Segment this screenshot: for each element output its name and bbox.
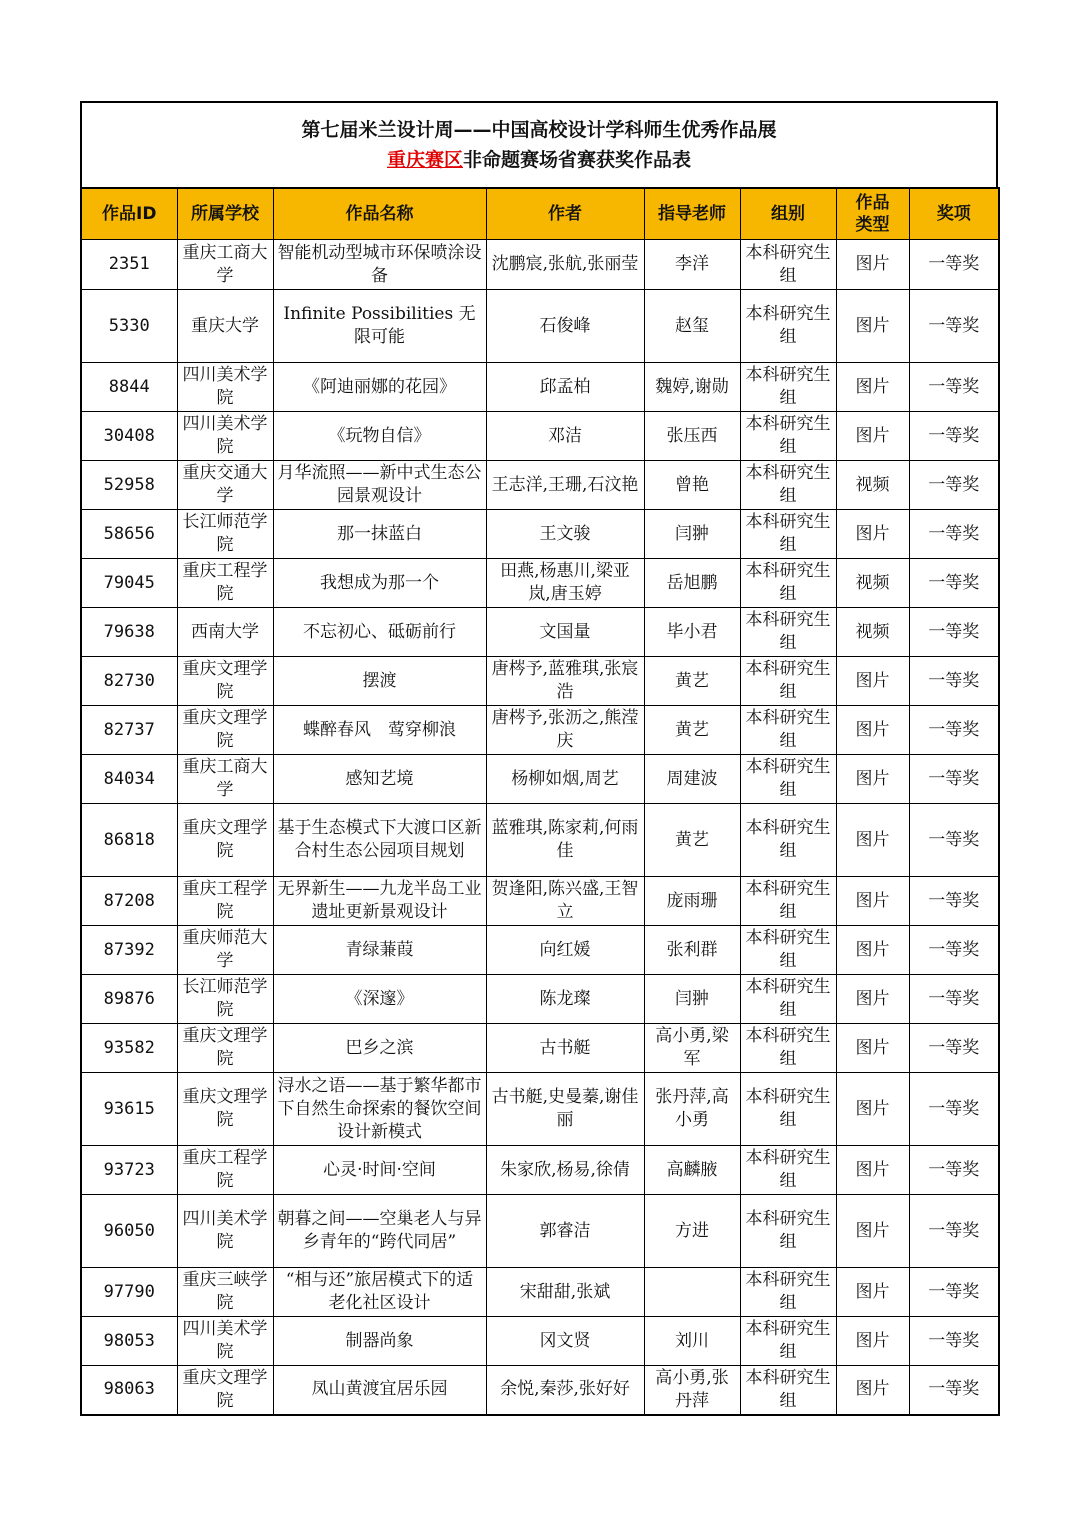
cell-type: 图片 <box>836 975 909 1024</box>
cell-group: 本科研究生组 <box>740 412 836 461</box>
cell-id: 8844 <box>81 363 177 412</box>
cell-id: 98053 <box>81 1317 177 1366</box>
table-row <box>81 1073 999 1146</box>
cell-id: 87208 <box>81 877 177 926</box>
cell-type: 图片 <box>836 363 909 412</box>
cell-teacher: 曾艳 <box>644 461 740 510</box>
cell-group: 本科研究生组 <box>740 510 836 559</box>
cell-group: 本科研究生组 <box>740 1073 836 1146</box>
cell-type: 图片 <box>836 877 909 926</box>
cell-author: 唐梣予,张沥之,熊滢庆 <box>486 706 644 755</box>
cell-author: 王志洋,王珊,石汶艳 <box>486 461 644 510</box>
table-row <box>81 363 999 412</box>
cell-award: 一等奖 <box>909 559 999 608</box>
cell-teacher: 高小勇,张丹萍 <box>644 1366 740 1415</box>
table-row <box>81 804 999 877</box>
cell-school: 重庆文理学院 <box>177 1366 273 1415</box>
cell-type: 图片 <box>836 804 909 877</box>
cell-work-name: 制器尚象 <box>273 1317 486 1366</box>
cell-id: 87392 <box>81 926 177 975</box>
cell-school: 长江师范学院 <box>177 975 273 1024</box>
cell-award: 一等奖 <box>909 461 999 510</box>
cell-work-name: “相与还”旅居模式下的适老化社区设计 <box>273 1268 486 1317</box>
cell-id: 96050 <box>81 1195 177 1268</box>
cell-type: 图片 <box>836 1268 909 1317</box>
cell-school: 重庆三峡学院 <box>177 1268 273 1317</box>
cell-id: 84034 <box>81 755 177 804</box>
cell-award: 一等奖 <box>909 877 999 926</box>
table-row <box>81 412 999 461</box>
cell-type: 图片 <box>836 1073 909 1146</box>
cell-type: 视频 <box>836 461 909 510</box>
cell-id: 86818 <box>81 804 177 877</box>
title-line-1: 第七届米兰设计周——中国高校设计学科师生优秀作品展 <box>301 119 777 141</box>
cell-teacher: 毕小君 <box>644 608 740 657</box>
cell-work-name: 巴乡之滨 <box>273 1024 486 1073</box>
cell-school: 重庆大学 <box>177 290 273 363</box>
cell-id: 79638 <box>81 608 177 657</box>
cell-award: 一等奖 <box>909 1317 999 1366</box>
cell-type: 图片 <box>836 755 909 804</box>
cell-school: 重庆文理学院 <box>177 1024 273 1073</box>
cell-school: 重庆工程学院 <box>177 1146 273 1195</box>
table-row <box>81 1195 999 1268</box>
cell-work-name: Infinite Possibilities 无限可能 <box>273 290 486 363</box>
cell-author: 陈龙璨 <box>486 975 644 1024</box>
cell-type: 图片 <box>836 1146 909 1195</box>
cell-id: 52958 <box>81 461 177 510</box>
cell-award: 一等奖 <box>909 1366 999 1415</box>
table-row <box>81 1024 999 1073</box>
cell-work-name: 心灵·时间·空间 <box>273 1146 486 1195</box>
cell-author: 邓洁 <box>486 412 644 461</box>
cell-work-name: 朝暮之间——空巢老人与异乡青年的“跨代同居” <box>273 1195 486 1268</box>
cell-work-name: 青绿蒹葭 <box>273 926 486 975</box>
cell-work-name: 浔水之语——基于繁华都市下自然生命探索的餐饮空间设计新模式 <box>273 1073 486 1146</box>
cell-award: 一等奖 <box>909 240 999 290</box>
cell-work-name: 凤山黄渡宜居乐园 <box>273 1366 486 1415</box>
cell-work-name: 基于生态模式下大渡口区新合村生态公园项目规划 <box>273 804 486 877</box>
cell-group: 本科研究生组 <box>740 706 836 755</box>
cell-type: 图片 <box>836 926 909 975</box>
table-row <box>81 559 999 608</box>
title-line-2 <box>387 145 691 175</box>
cell-award: 一等奖 <box>909 1195 999 1268</box>
cell-teacher: 庞雨珊 <box>644 877 740 926</box>
cell-school: 重庆工商大学 <box>177 755 273 804</box>
cell-teacher: 黄艺 <box>644 804 740 877</box>
cell-author: 王文骏 <box>486 510 644 559</box>
cell-type: 视频 <box>836 608 909 657</box>
cell-teacher: 赵玺 <box>644 290 740 363</box>
cell-work-name: 不忘初心、砥砺前行 <box>273 608 486 657</box>
cell-group: 本科研究生组 <box>740 1195 836 1268</box>
cell-award: 一等奖 <box>909 1024 999 1073</box>
cell-id: 58656 <box>81 510 177 559</box>
cell-type: 图片 <box>836 412 909 461</box>
cell-type: 图片 <box>836 290 909 363</box>
cell-work-name: 蝶醉春风 莺穿柳浪 <box>273 706 486 755</box>
table-row <box>81 657 999 706</box>
cell-school: 四川美术学院 <box>177 412 273 461</box>
table-row <box>81 290 999 363</box>
cell-id: 93723 <box>81 1146 177 1195</box>
table-row <box>81 461 999 510</box>
cell-author: 唐梣予,蓝雅琪,张宸浩 <box>486 657 644 706</box>
cell-work-name: 《深邃》 <box>273 975 486 1024</box>
cell-author: 田燕,杨惠川,梁亚岚,唐玉婷 <box>486 559 644 608</box>
cell-group: 本科研究生组 <box>740 1317 836 1366</box>
header-id: 作品ID <box>81 188 177 240</box>
cell-type: 图片 <box>836 510 909 559</box>
cell-award: 一等奖 <box>909 608 999 657</box>
awards-table <box>80 187 1000 1416</box>
cell-author: 石俊峰 <box>486 290 644 363</box>
cell-group: 本科研究生组 <box>740 926 836 975</box>
cell-teacher: 张利群 <box>644 926 740 975</box>
cell-group: 本科研究生组 <box>740 240 836 290</box>
cell-id: 82737 <box>81 706 177 755</box>
cell-id: 97790 <box>81 1268 177 1317</box>
cell-teacher: 高麟腋 <box>644 1146 740 1195</box>
cell-award: 一等奖 <box>909 363 999 412</box>
cell-award: 一等奖 <box>909 926 999 975</box>
table-body <box>81 240 999 1415</box>
cell-id: 89876 <box>81 975 177 1024</box>
cell-author: 向红媛 <box>486 926 644 975</box>
award-sheet <box>80 101 998 1416</box>
cell-school: 重庆文理学院 <box>177 804 273 877</box>
cell-group: 本科研究生组 <box>740 608 836 657</box>
cell-award: 一等奖 <box>909 510 999 559</box>
cell-type: 图片 <box>836 1366 909 1415</box>
cell-type: 图片 <box>836 706 909 755</box>
cell-work-name: 无界新生——九龙半岛工业遗址更新景观设计 <box>273 877 486 926</box>
table-row <box>81 706 999 755</box>
table-row <box>81 1366 999 1415</box>
cell-teacher: 刘川 <box>644 1317 740 1366</box>
cell-work-name: 月华流照——新中式生态公园景观设计 <box>273 461 486 510</box>
cell-id: 30408 <box>81 412 177 461</box>
header-teacher: 指导老师 <box>644 188 740 240</box>
cell-work-name: 摆渡 <box>273 657 486 706</box>
cell-award: 一等奖 <box>909 1073 999 1146</box>
cell-group: 本科研究生组 <box>740 559 836 608</box>
cell-group: 本科研究生组 <box>740 804 836 877</box>
cell-author: 沈鹏宸,张航,张丽莹 <box>486 240 644 290</box>
cell-type: 图片 <box>836 1195 909 1268</box>
cell-author: 古书艇,史曼蓁,谢佳丽 <box>486 1073 644 1146</box>
cell-group: 本科研究生组 <box>740 755 836 804</box>
cell-teacher: 方进 <box>644 1195 740 1268</box>
table-row <box>81 975 999 1024</box>
cell-teacher <box>644 1268 740 1317</box>
cell-id: 93582 <box>81 1024 177 1073</box>
cell-group: 本科研究生组 <box>740 877 836 926</box>
cell-author: 朱家欣,杨易,徐倩 <box>486 1146 644 1195</box>
cell-teacher: 岳旭鹏 <box>644 559 740 608</box>
cell-group: 本科研究生组 <box>740 975 836 1024</box>
cell-author: 杨柳如烟,周艺 <box>486 755 644 804</box>
cell-school: 重庆工程学院 <box>177 877 273 926</box>
cell-group: 本科研究生组 <box>740 657 836 706</box>
cell-work-name: 我想成为那一个 <box>273 559 486 608</box>
cell-author: 古书艇 <box>486 1024 644 1073</box>
cell-teacher: 周建波 <box>644 755 740 804</box>
header-award: 奖项 <box>909 188 999 240</box>
cell-work-name: 《阿迪丽娜的花园》 <box>273 363 486 412</box>
cell-school: 重庆师范大学 <box>177 926 273 975</box>
header-author: 作者 <box>486 188 644 240</box>
cell-author: 文国量 <box>486 608 644 657</box>
cell-author: 贺逢阳,陈兴盛,王智立 <box>486 877 644 926</box>
cell-author: 郭睿洁 <box>486 1195 644 1268</box>
table-row <box>81 608 999 657</box>
cell-school: 重庆工商大学 <box>177 240 273 290</box>
cell-award: 一等奖 <box>909 1268 999 1317</box>
table-row <box>81 1146 999 1195</box>
cell-group: 本科研究生组 <box>740 290 836 363</box>
cell-school: 四川美术学院 <box>177 363 273 412</box>
cell-id: 82730 <box>81 657 177 706</box>
cell-type: 图片 <box>836 657 909 706</box>
region-name: 重庆赛区 <box>386 149 463 171</box>
cell-award: 一等奖 <box>909 657 999 706</box>
header-work-name: 作品名称 <box>273 188 486 240</box>
table-row <box>81 1268 999 1317</box>
title-box <box>80 101 998 187</box>
cell-type: 视频 <box>836 559 909 608</box>
cell-teacher: 魏婷,谢勋 <box>644 363 740 412</box>
header-row <box>81 188 999 240</box>
cell-teacher: 李洋 <box>644 240 740 290</box>
cell-author: 宋甜甜,张斌 <box>486 1268 644 1317</box>
cell-work-name: 《玩物自信》 <box>273 412 486 461</box>
cell-id: 79045 <box>81 559 177 608</box>
cell-group: 本科研究生组 <box>740 363 836 412</box>
cell-teacher: 闫翀 <box>644 510 740 559</box>
cell-type: 图片 <box>836 1024 909 1073</box>
cell-school: 西南大学 <box>177 608 273 657</box>
header-group: 组别 <box>740 188 836 240</box>
cell-work-name: 感知艺境 <box>273 755 486 804</box>
cell-teacher: 闫翀 <box>644 975 740 1024</box>
table-row <box>81 1317 999 1366</box>
table-row <box>81 240 999 290</box>
cell-author: 蓝雅琪,陈家莉,何雨佳 <box>486 804 644 877</box>
cell-teacher: 张丹萍,高小勇 <box>644 1073 740 1146</box>
cell-award: 一等奖 <box>909 804 999 877</box>
cell-school: 重庆文理学院 <box>177 1073 273 1146</box>
cell-teacher: 张压西 <box>644 412 740 461</box>
cell-school: 重庆交通大学 <box>177 461 273 510</box>
cell-type: 图片 <box>836 1317 909 1366</box>
cell-award: 一等奖 <box>909 1146 999 1195</box>
cell-school: 四川美术学院 <box>177 1195 273 1268</box>
cell-award: 一等奖 <box>909 975 999 1024</box>
cell-school: 四川美术学院 <box>177 1317 273 1366</box>
cell-id: 2351 <box>81 240 177 290</box>
cell-work-name: 智能机动型城市环保喷涂设备 <box>273 240 486 290</box>
cell-id: 5330 <box>81 290 177 363</box>
cell-group: 本科研究生组 <box>740 1268 836 1317</box>
title-line-2-rest: 非命题赛场省赛获奖作品表 <box>463 149 692 171</box>
cell-group: 本科研究生组 <box>740 1146 836 1195</box>
cell-award: 一等奖 <box>909 706 999 755</box>
cell-type: 图片 <box>836 240 909 290</box>
table-row <box>81 755 999 804</box>
header-school: 所属学校 <box>177 188 273 240</box>
cell-group: 本科研究生组 <box>740 1366 836 1415</box>
cell-author: 余悦,秦莎,张好好 <box>486 1366 644 1415</box>
cell-school: 重庆文理学院 <box>177 657 273 706</box>
cell-group: 本科研究生组 <box>740 1024 836 1073</box>
cell-school: 长江师范学院 <box>177 510 273 559</box>
cell-author: 冈文贤 <box>486 1317 644 1366</box>
cell-id: 98063 <box>81 1366 177 1415</box>
cell-teacher: 黄艺 <box>644 706 740 755</box>
cell-work-name: 那一抹蓝白 <box>273 510 486 559</box>
cell-school: 重庆工程学院 <box>177 559 273 608</box>
table-row <box>81 510 999 559</box>
cell-award: 一等奖 <box>909 412 999 461</box>
header-type: 作品类型 <box>836 188 909 240</box>
cell-author: 邱孟柏 <box>486 363 644 412</box>
cell-award: 一等奖 <box>909 290 999 363</box>
cell-id: 93615 <box>81 1073 177 1146</box>
cell-teacher: 高小勇,梁军 <box>644 1024 740 1073</box>
table-row <box>81 877 999 926</box>
cell-group: 本科研究生组 <box>740 461 836 510</box>
table-row <box>81 926 999 975</box>
cell-teacher: 黄艺 <box>644 657 740 706</box>
cell-award: 一等奖 <box>909 755 999 804</box>
cell-school: 重庆文理学院 <box>177 706 273 755</box>
